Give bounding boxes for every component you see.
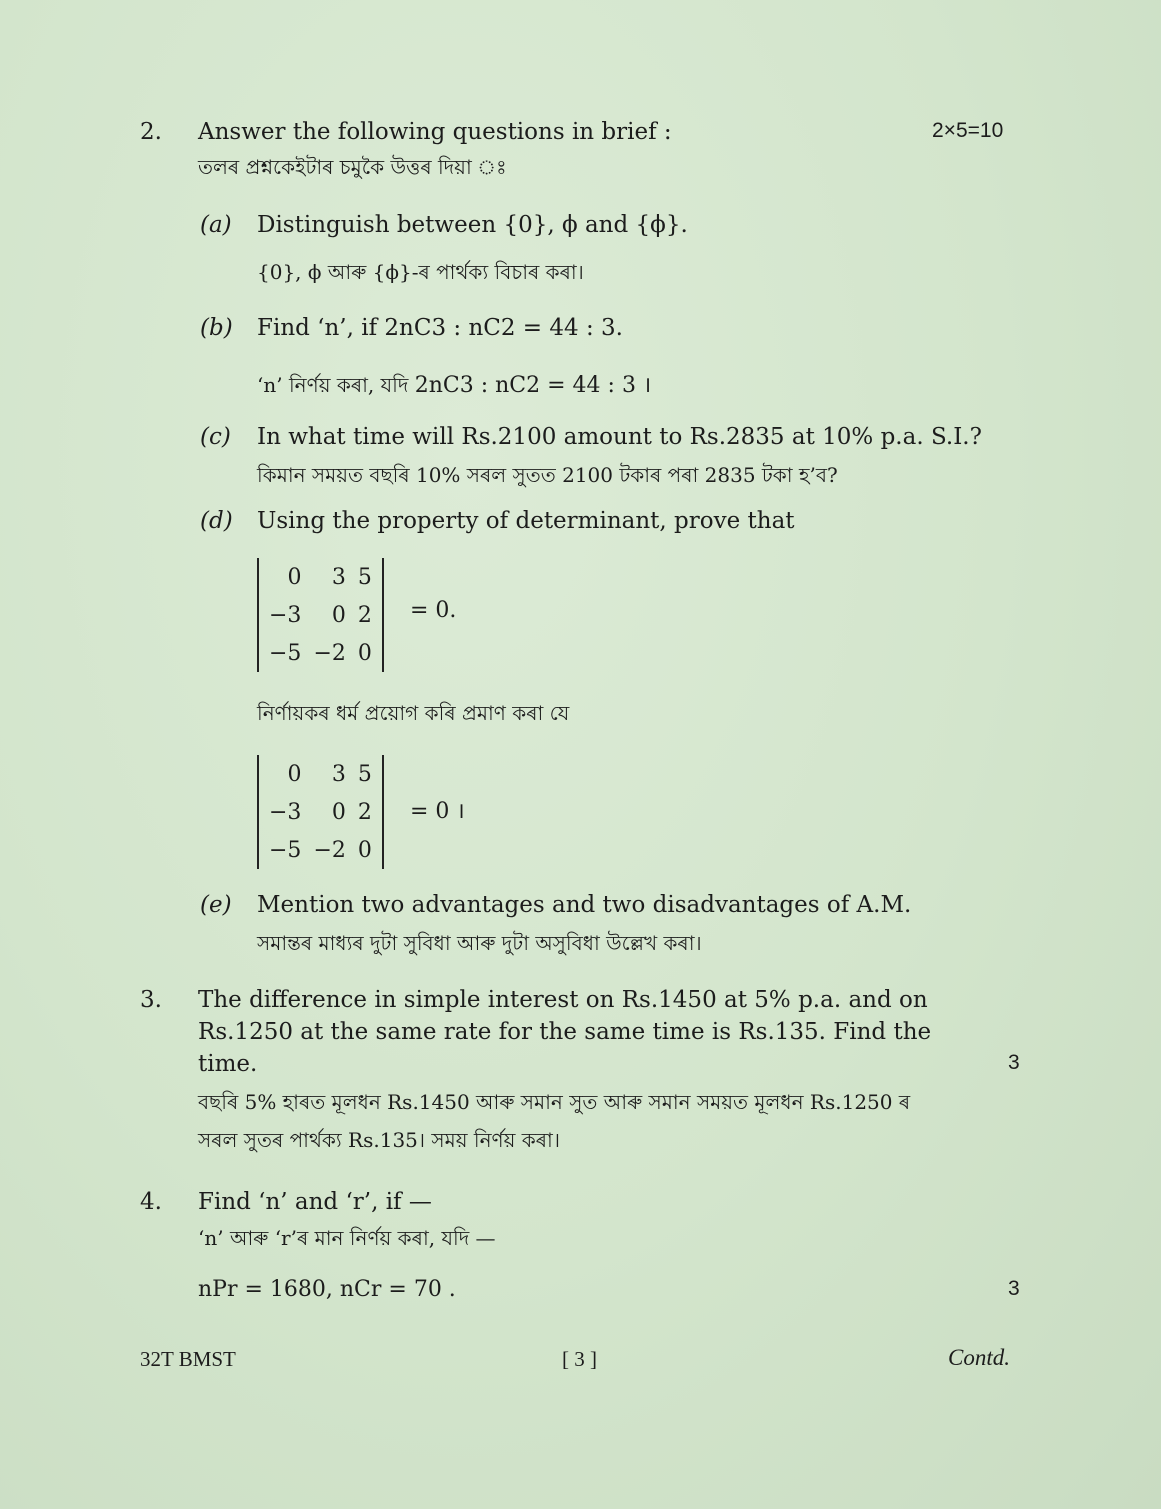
q2-number: 2.: [140, 119, 162, 145]
q2e-label: (e): [200, 892, 232, 918]
q4-number: 4.: [140, 1189, 162, 1215]
matrix-cell: −5: [269, 837, 302, 863]
q2a-label: (a): [200, 212, 232, 238]
q4-marks: 3: [1008, 1277, 1020, 1300]
q3-line-1: The difference in simple interest on Rs.1450 at 5% p.a. and on: [198, 987, 928, 1013]
q2d-assamese: নিৰ্ণায়কৰ ধৰ্ম প্ৰয়োগ কৰি প্ৰমাণ কৰা যে: [257, 701, 570, 725]
matrix-cell: −2: [313, 837, 346, 863]
determinant-matrix: [257, 558, 384, 672]
determinant-matrix-assamese: [257, 755, 384, 869]
determinant-equals-zero: = 0.: [410, 598, 457, 623]
q2b-english: [257, 313, 623, 343]
q3-assamese-line-2: সৰল সুতৰ পাৰ্থক্য Rs.135। সময় নিৰ্ণয় কৰা।: [198, 1128, 560, 1152]
matrix-cell: 5: [357, 761, 372, 787]
matrix-cell: −2: [313, 640, 346, 666]
matrix-cell: 2: [357, 799, 372, 825]
matrix-cell: 2: [357, 602, 372, 628]
q4-expression: nPr = 1680, nCr = 70 .: [198, 1277, 456, 1302]
matrix-cell: −3: [269, 799, 302, 825]
matrix-cell: 0: [287, 564, 302, 590]
matrix-cell: −3: [269, 602, 302, 628]
q2b-assamese: [257, 370, 651, 401]
q3-line-3: time.: [198, 1051, 258, 1077]
continued-label: Contd.: [948, 1345, 1010, 1370]
matrix-row: [263, 596, 378, 634]
q2c-label: (c): [200, 424, 231, 450]
q3-line-2: Rs.1250 at the same rate for the same time is Rs.135. Find the: [198, 1019, 932, 1045]
q2b-english-prefix: Find ‘n’, if: [257, 315, 378, 341]
q2b-assamese-prefix: ‘n’ নিৰ্ণয় কৰা, যদি: [257, 373, 409, 397]
q2a-assamese: {0}, ϕ আৰু {ϕ}-ৰ পাৰ্থক্য বিচাৰ কৰা।: [257, 260, 584, 284]
q2b-label: (b): [200, 315, 233, 341]
q4-english: Find ‘n’ and ‘r’, if —: [198, 1189, 432, 1215]
q2a-english: Distinguish between {0}, ϕ and {ϕ}.: [257, 212, 688, 238]
q2d-english: Using the property of determinant, prove that: [257, 508, 795, 534]
q2b-expression: 2nC3 : nC2 = 44 : 3.: [384, 315, 623, 341]
matrix-row: [263, 755, 378, 793]
q2-title-assamese: তলৰ প্ৰশ্নকেইটাৰ চমুকৈ উত্তৰ দিয়া ঃ: [198, 155, 507, 179]
matrix-cell: 0: [357, 640, 372, 666]
matrix-cell: 0: [287, 761, 302, 787]
matrix-cell: −5: [269, 640, 302, 666]
q2-marks: 2×5=10: [932, 119, 1004, 142]
matrix-row: [263, 831, 378, 869]
q2d-label: (d): [200, 508, 233, 534]
q2-title: Answer the following questions in brief :: [198, 119, 672, 145]
matrix-cell: 0: [331, 602, 346, 628]
matrix-cell: 5: [357, 564, 372, 590]
matrix-cell: 3: [331, 761, 346, 787]
q2c-assamese: কিমান সময়ত বছৰি 10% সৰল সুতত 2100 টকাৰ পৰা 2835 টকা হ’ব?: [257, 463, 838, 487]
q2e-assamese: সমান্তৰ মাধ্যৰ দুটা সুবিধা আৰু দুটা অসুবিধা উল্লেখ কৰা।: [257, 931, 702, 955]
matrix-cell: 3: [331, 564, 346, 590]
matrix-cell: 0: [357, 837, 372, 863]
paper-code: 32T BMST: [140, 1347, 236, 1371]
determinant-equals-zero-assamese: = 0 ।: [410, 799, 465, 824]
page-number: [ 3 ]: [562, 1347, 597, 1371]
matrix-row: [263, 634, 378, 672]
q3-number: 3.: [140, 987, 162, 1013]
q2e-english: Mention two advantages and two disadvantages of A.M.: [257, 892, 912, 918]
q4-assamese: ‘n’ আৰু ‘r’ৰ মান নিৰ্ণয় কৰা, যদি —: [198, 1226, 496, 1250]
matrix-cell: 0: [331, 799, 346, 825]
q3-marks: 3: [1008, 1051, 1020, 1074]
matrix-row: [263, 558, 378, 596]
q2c-english: In what time will Rs.2100 amount to Rs.2835 at 10% p.a. S.I.?: [257, 424, 982, 450]
q2b-assamese-expression: 2nC3 : nC2 = 44 : 3 ।: [414, 373, 652, 398]
matrix-row: [263, 793, 378, 831]
q3-assamese-line-1: বছৰি 5% হাৰত মূলধন Rs.1450 আৰু সমান সুত আৰু সমান সময়ত মূলধন Rs.1250 ৰ: [198, 1090, 911, 1114]
